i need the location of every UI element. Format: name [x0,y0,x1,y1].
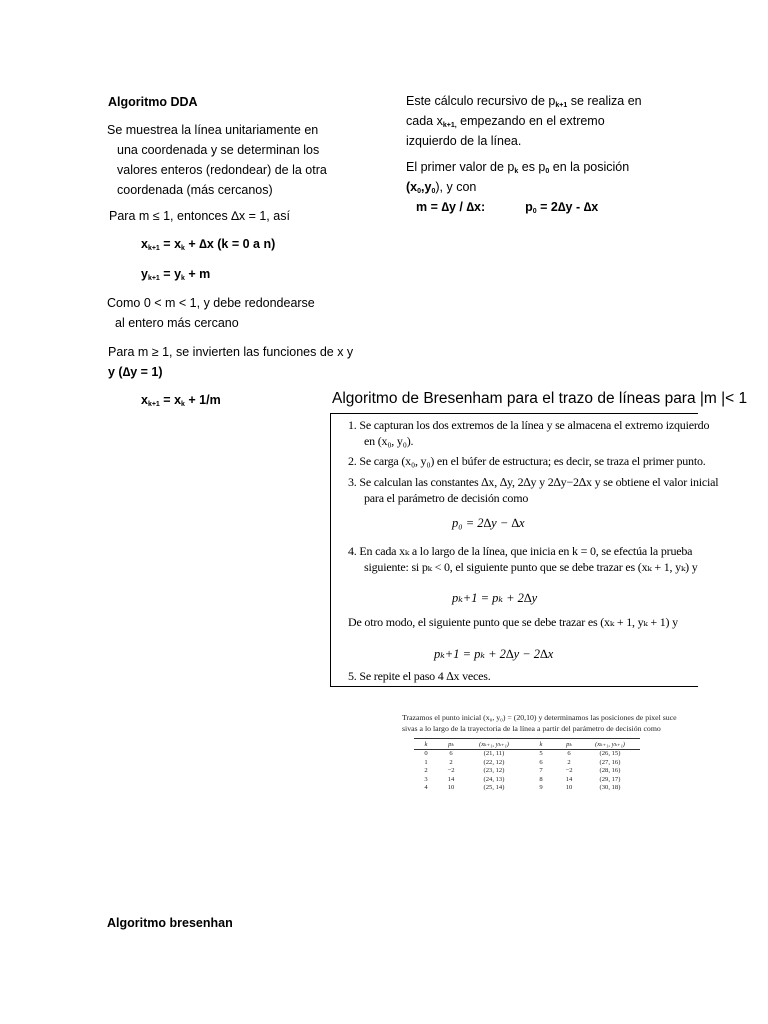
eq-subscript: k+1 [147,275,160,282]
example-caption [402,712,677,734]
table-cell: 2 [424,767,428,774]
table-cell: (30, 18) [599,784,621,791]
eq-text: y [141,267,148,281]
bresenham-title: Algoritmo de Bresenham para el trazo de líneas para |m |< 1 [332,390,748,407]
table-row [414,767,640,776]
text: cada x [406,114,443,128]
eq-subscript: k [181,401,185,408]
step-5-line: 5. Se repite el paso 4 ∆x veces. [348,669,491,683]
table-cell: −2 [565,767,573,774]
table-row [414,784,640,793]
example-table [414,738,640,793]
eq-text: = x [159,237,182,251]
table-cell: 0 [424,750,428,757]
equation-pk-plus-1: pₖ+1 = pₖ + 2∆y [452,591,538,605]
subscript: k+1 [555,102,568,109]
table-cell: 2 [567,758,571,766]
step-3-line: para el parámetro de decisión como [364,491,529,505]
como-paragraph [107,293,315,333]
subscript: 0 [545,168,550,175]
equation-inverse-m [141,390,221,410]
table-cell: 1 [424,758,428,766]
step-1-line: en (x₀, y₀). [364,434,414,448]
table-cell: 7 [539,767,543,774]
eq-text: = y [159,267,182,281]
subscript: 0 [417,188,422,195]
case-line: Para m ≥ 1, se invierten las funciones de x y [108,345,354,359]
text: en la posición [549,160,630,174]
table-header: pₖ [438,739,464,750]
caption-line: sivas a lo largo de la trayectoria de la línea a partir del parámetro de decisión como [402,724,661,733]
table-cell: (23, 12) [483,767,505,774]
table-cell: 4 [424,784,428,791]
subscript: 0 [431,188,436,195]
text: se realiza en [567,94,642,108]
eq-subscript: k [181,275,185,282]
equation-pk-plus-1-alt: pₖ+1 = pₖ + 2∆y − 2∆x [434,647,554,661]
table-header: pₖ [558,739,580,750]
step-1-line: 1. Se capturan los dos extremos de la línea y se almacena el extremo izquierdo [348,418,710,432]
table-cell: 14 [565,775,573,783]
intro-line: Se muestrea la línea unitariamente en [107,123,319,137]
text: ), y con [435,180,477,194]
table-cell: (21, 11) [483,750,505,757]
dda-title: Algoritmo DDA [108,95,198,109]
como-line: Como 0 < m < 1, y debe redondearse [107,296,315,310]
equation-x-increment [141,234,275,254]
eq-text: + ∆x (k = 0 a n) [184,237,276,251]
text: (x [406,180,418,194]
first-value-line [406,157,629,177]
text: empezando en el extremo [456,114,605,128]
table-cell: 10 [447,784,455,791]
eq-subscript: k+1 [147,245,160,252]
caption-line: Trazamos el punto inicial (x₀, y₀) = (20,10) y determinamos las posiciones de pixel suce [402,713,677,722]
recursive-paragraph [406,91,642,151]
recursive-line [406,111,642,131]
first-value-line [406,177,629,197]
intro-line: una coordenada y se determinan los [117,143,320,157]
case-line: y (∆y = 1) [108,365,163,379]
intro-line: coordenada (más cercanos) [117,183,273,197]
subscript: k+1, [442,122,457,129]
table-header: (xₖ₊₁, yₖ₊₁) [464,739,524,750]
step-4-line: 4. En cada xₖ a lo largo de la línea, que inicia en k = 0, se efectúa la prueba [348,544,693,558]
intro-paragraph [107,120,327,200]
text: El primer valor de p [406,160,515,174]
table-row [414,776,640,785]
text: Este cálculo recursivo de p [406,94,556,108]
eq-subscript: k+1 [147,401,160,408]
table-header: k [414,739,438,750]
case-m-ge-1 [108,342,353,382]
text: es p [518,160,546,174]
first-value-paragraph [406,157,629,217]
table-header-row [414,739,640,750]
table-cell: (22, 12) [483,758,505,766]
table-cell: (28, 16) [599,767,621,774]
table-cell: (25, 14) [483,784,505,791]
table-header: (xₖ₊₁, yₖ₊₁) [580,739,640,750]
table-row [414,759,640,768]
table-cell: 14 [447,775,455,783]
table-cell: 9 [539,784,543,791]
table-cell: (26, 15) [599,750,621,757]
text: ,y [421,180,432,194]
table-cell: 8 [539,775,543,783]
table-cell: 10 [565,784,573,791]
eq-subscript: k [181,245,185,252]
step-4-otherwise: De otro modo, el siguiente punto que se debe trazar es (xₖ + 1, yₖ + 1) y [348,615,678,629]
recursive-line [406,91,642,111]
text: p [525,200,533,214]
table-cell: 2 [449,758,453,766]
table-cell: 6 [539,758,543,766]
eq-text: x [141,393,148,407]
equation-p0: p₀ = 2∆y − ∆x [452,516,525,530]
first-value-line [406,197,629,217]
step-4-line: siguiente: si pₖ < 0, el siguiente punto que se debe trazar es (xₖ + 1, yₖ) y [364,560,698,574]
eq-text: + 1/m [184,393,221,407]
table-cell: 6 [449,750,453,757]
recursive-line: izquierdo de la línea. [406,134,522,148]
equation-y-increment [141,264,210,284]
bresenhan-title: Algoritmo bresenhan [107,916,233,930]
step-3-line: 3. Se calculan las constantes ∆x, ∆y, 2∆y y 2∆y−2∆x y se obtiene el valor inicial [348,475,719,489]
table-cell: 3 [424,775,428,783]
table-cell: (29, 17) [599,775,621,783]
step-2-line: 2. Se carga (x₀, y₀) en el búfer de estructura; es decir, se traza el primer punto. [348,454,706,468]
table-cell: (27, 16) [599,758,621,766]
table-cell: 6 [567,750,571,757]
subscript: k [514,168,519,175]
como-line: al entero más cercano [115,316,239,330]
text: m = ∆y / ∆x: [416,200,486,214]
table-cell: 5 [539,750,543,757]
subscript: 0 [532,208,537,215]
table-row [414,750,640,759]
table-header: k [524,739,558,750]
table-cell: −2 [447,767,455,774]
case-m-le-1: Para m ≤ 1, entonces ∆x = 1, así [109,209,290,223]
eq-text: x [141,237,148,251]
text: = 2∆y - ∆x [536,200,599,214]
intro-line: valores enteros (redondear) de la otra [117,163,327,177]
eq-text: + m [184,267,211,281]
eq-text: = x [159,393,182,407]
table-cell: (24, 13) [483,775,505,783]
